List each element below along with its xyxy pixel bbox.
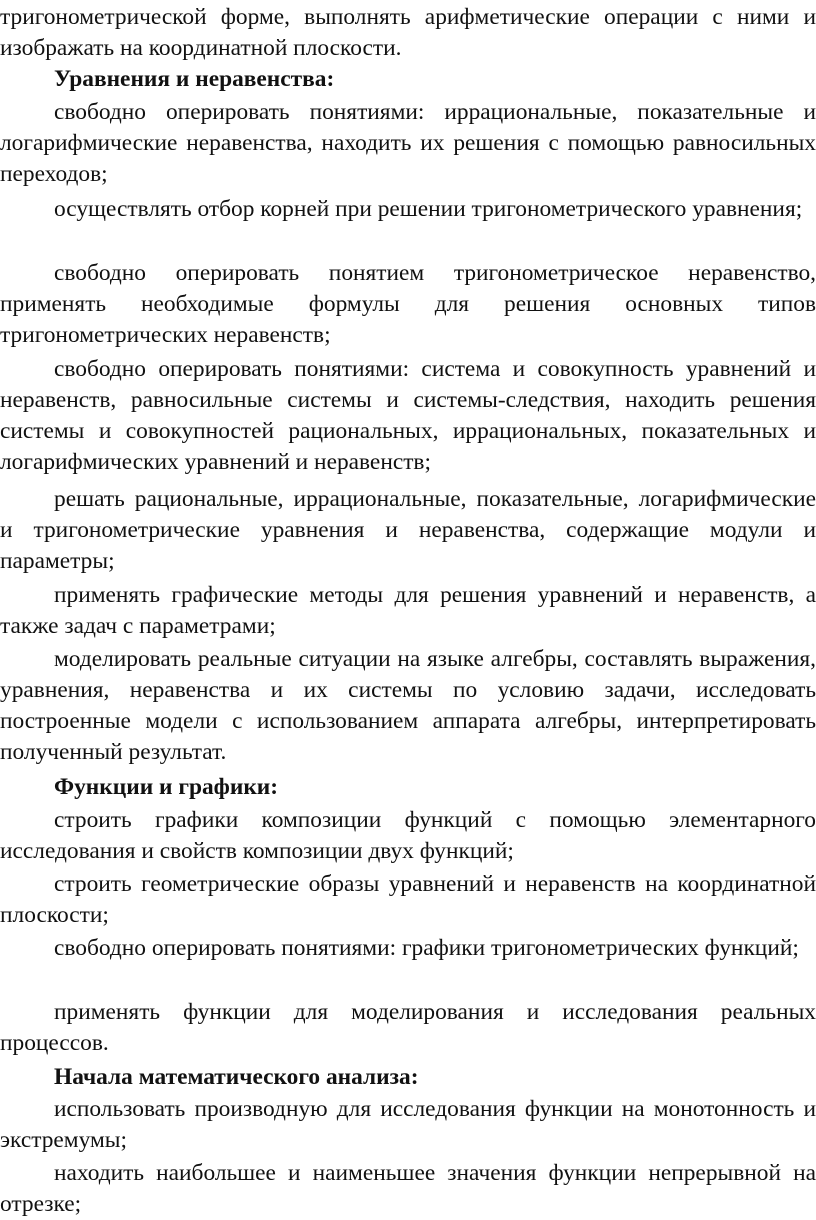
list-item: осуществлять отбор корней при решении тригонометрического уравнения;	[54, 196, 803, 222]
list-item: строить геометрические образы уравнений и неравенств на координатной плоскости;	[0, 871, 816, 928]
section-heading-equations: Уравнения и неравенства:	[54, 66, 335, 92]
list-item: применять функции для моделирования и исследования реальных процессов.	[0, 999, 816, 1056]
section-heading-functions: Функции и графики:	[54, 774, 279, 800]
list-item: решать рациональные, иррациональные, показательные, логарифмические и тригонометрические уравнения и неравенства, содержащие модули и параметры;	[0, 486, 816, 574]
list-item: применять графические методы для решения уравнений и неравенств, а также задач с параметрами;	[0, 582, 816, 639]
list-item: моделировать реальные ситуации на языке алгебры, составлять выражения, уравнения, неравенства и их системы по условию задачи, исследовать построенные модели с использованием аппарата алгебры, интерпретировать полученный результат.	[0, 646, 816, 765]
list-item: свободно оперировать понятием тригонометрическое неравенство, применять необходимые формулы для решения основных типов тригонометрических неравенств;	[0, 260, 816, 348]
list-item: использовать производную для исследования функции на монотонность и экстремумы;	[0, 1096, 816, 1153]
section-heading-analysis: Начала математического анализа:	[54, 1064, 419, 1090]
list-item: находить наибольшее и наименьшее значения функции непрерывной на отрезке;	[0, 1160, 816, 1217]
list-item: свободно оперировать понятиями: графики тригонометрических функций;	[54, 935, 799, 961]
list-item: свободно оперировать понятиями: иррациональные, показательные и логарифмические неравенства, находить их решения с помощью равносильных переходов;	[0, 99, 816, 187]
list-item: свободно оперировать понятиями: система и совокупность уравнений и неравенств, равносильные системы и системы-следствия, находить решения системы и совокупностей рациональных, иррациональных, показательных и логарифмических уравнений и неравенств;	[0, 356, 816, 475]
list-item: строить графики композиции функций с помощью элементарного исследования и свойств композиции двух функций;	[0, 807, 816, 864]
paragraph-continuation: тригонометрической форме, выполнять арифметические операции с ними и изображать на координатной плоскости.	[0, 4, 816, 61]
